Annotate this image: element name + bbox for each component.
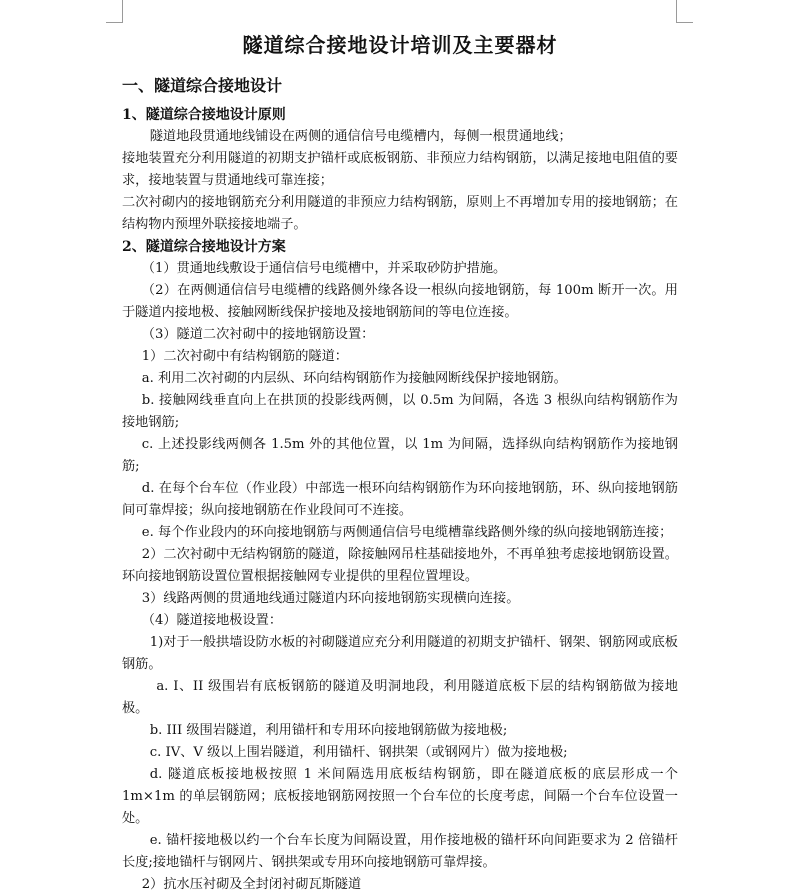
paragraph: 隧道地段贯通地线铺设在两侧的通信信号电缆槽内，每侧一根贯通地线；	[149, 129, 572, 144]
paragraph: （4）隧道接地极设置：	[141, 613, 283, 628]
paragraph: 3）线路两侧的贯通地线通过隧道内环向接地钢筋实现横向连接。	[141, 591, 520, 606]
subsection-heading-scheme: 2、隧道综合接地设计方案	[122, 239, 286, 255]
paragraph: c. 上述投影线两侧各 1.5m 外的其他位置，以 1m 为间隔，选择纵向结构钢筋作为接地钢筋;	[122, 437, 678, 474]
paragraph: b. 接触网线垂直向上在拱顶的投影线两侧，以 0.5m 为间隔，各选 3 根纵向结构钢筋作为接地钢筋;	[122, 393, 678, 430]
document-page	[122, 30, 678, 896]
paragraph: d. 在每个台车位（作业段）中部选一根环向结构钢筋作为环向接地钢筋，环、纵向接地钢筋间可靠焊接；纵向接地钢筋在作业段间可不连接。	[122, 481, 678, 518]
paragraph: 2）抗水压衬砌及全封闭衬砌瓦斯隧道	[141, 877, 362, 892]
paragraph: （3）隧道二次衬砌中的接地钢筋设置：	[141, 327, 375, 342]
paragraph: b. III 级围岩隧道，利用锚杆和专用环向接地钢筋做为接地极;	[149, 723, 508, 738]
paragraph: 1)对于一般拱墙设防水板的衬砌隧道应充分利用隧道的初期支护锚杆、钢架、钢筋网或底板钢筋。	[122, 635, 678, 672]
paragraph: a. I、II 级围岩有底板钢筋的隧道及明洞地段，利用隧道底板下层的结构钢筋做为接地极。	[122, 679, 678, 716]
margin-corner-mark-left	[106, 0, 123, 23]
paragraph: d. 隧道底板接地极按照 1 米间隔选用底板结构钢筋，即在隧道底板的底层形成一个 1m×1m 的单层钢筋网；底板接地钢筋网按照一个台车位的长度考虑，间隔一个台车位设置一处。	[122, 767, 678, 826]
paragraph: 2）二次衬砌中无结构钢筋的隧道，除接触网吊柱基础接地外，不再单独考虑接地钢筋设置。环向接地钢筋设置位置根据接触网专业提供的里程位置埋设。	[122, 547, 678, 584]
paragraph: e. 每个作业段内的环向接地钢筋与两侧通信信号电缆槽靠线路侧外缘的纵向接地钢筋连接；	[141, 525, 673, 540]
paragraph: （1）贯通地线敷设于通信信号电缆槽中，并采取砂防护措施。	[141, 261, 507, 276]
paragraph: c. IV、V 级以上围岩隧道，利用锚杆、钢拱架（或钢网片）做为接地极;	[149, 745, 568, 760]
paragraph: 1）二次衬砌中有结构钢筋的隧道：	[141, 349, 348, 364]
paragraph: e. 锚杆接地极以约一个台车长度为间隔设置，用作接地极的锚杆环向间距要求为 2 倍锚杆长度;接地锚杆与钢网片、钢拱架或专用环向接地钢筋可靠焊接。	[122, 833, 678, 870]
paragraph: （2）在两侧通信信号电缆槽的线路侧外缘各设一根纵向接地钢筋，每 100m 断开一次。用于隧道内接地极、接触网断线保护接地及接地钢筋间的等电位连接。	[122, 283, 678, 320]
paragraph: a. 利用二次衬砌的内层纵、环向结构钢筋作为接触网断线保护接地钢筋。	[141, 371, 567, 386]
subsection-heading-principles: 1、隧道综合接地设计原则	[122, 107, 286, 123]
margin-corner-mark-right	[676, 0, 693, 23]
paragraph: 二次衬砌内的接地钢筋充分利用隧道的非预应力结构钢筋，原则上不再增加专用的接地钢筋；在结构物内预埋外联接接地端子。	[122, 195, 678, 232]
section-heading: 一、隧道综合接地设计	[122, 76, 283, 95]
document-title: 隧道综合接地设计培训及主要器材	[242, 33, 558, 57]
paragraph: 接地装置充分利用隧道的初期支护锚杆或底板钢筋、非预应力结构钢筋，以满足接地电阻值的要求，接地装置与贯通地线可靠连接；	[122, 151, 678, 188]
